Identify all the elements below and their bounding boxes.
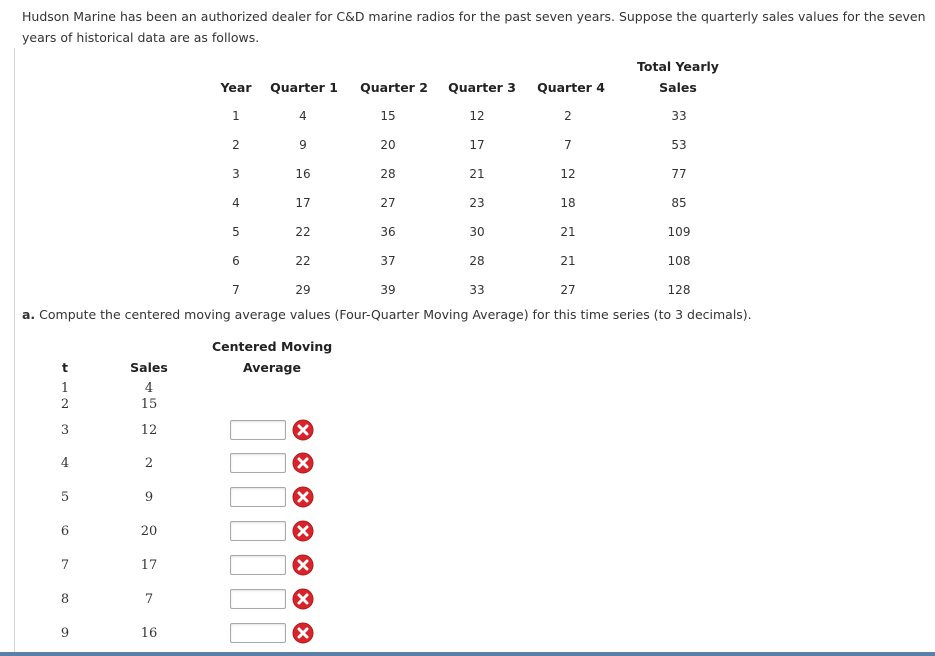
sales-cell-q3: 30 <box>469 225 485 239</box>
incorrect-x-icon <box>292 622 314 644</box>
cma-input-t3[interactable] <box>230 420 286 440</box>
header-total-sales: Sales <box>659 80 697 95</box>
sales-cell-q3: 23 <box>469 196 485 210</box>
sales-cell-q1: 16 <box>295 167 311 181</box>
question-text: Compute the centered moving average values (Four-Quarter Moving Average) for this time series (to 3 decimals). <box>35 307 752 322</box>
cma-input-t5[interactable] <box>230 487 286 507</box>
sales-cell-year: 3 <box>232 167 240 181</box>
sales-cell-q2: 36 <box>380 225 396 239</box>
row-sales-value: 2 <box>144 456 154 471</box>
vertical-divider <box>14 48 15 656</box>
sales-cell-q4: 12 <box>560 167 576 181</box>
sales-cell-q1: 22 <box>295 225 311 239</box>
cma-input-t6[interactable] <box>230 521 286 541</box>
sales-cell-q4: 27 <box>560 283 576 297</box>
sales-cell-total: 33 <box>671 109 687 123</box>
header-quarter-1: Quarter 1 <box>270 80 338 95</box>
sales-cell-q3: 28 <box>469 254 485 268</box>
incorrect-x-icon <box>292 452 314 474</box>
sales-cell-q2: 37 <box>380 254 396 268</box>
row-t-value: 2 <box>60 397 70 412</box>
sales-cell-q3: 12 <box>469 109 485 123</box>
sales-cell-total: 108 <box>667 254 691 268</box>
incorrect-x-icon <box>292 554 314 576</box>
row-sales-value: 7 <box>144 592 154 607</box>
sales-cell-total: 77 <box>671 167 687 181</box>
sales-cell-q4: 2 <box>564 109 572 123</box>
sales-cell-total: 53 <box>671 138 687 152</box>
sales-cell-q1: 17 <box>295 196 311 210</box>
sales-cell-q3: 33 <box>469 283 485 297</box>
sales-cell-year: 1 <box>232 109 240 123</box>
sales-cell-q1: 22 <box>295 254 311 268</box>
row-sales-value: 15 <box>140 397 158 412</box>
incorrect-x-icon <box>292 486 314 508</box>
sales-cell-total: 128 <box>667 283 691 297</box>
incorrect-x-icon <box>292 520 314 542</box>
header-centered-moving: Centered Moving <box>212 339 333 354</box>
header-t: t <box>62 360 68 375</box>
row-sales-value: 17 <box>140 558 158 573</box>
incorrect-x-icon <box>292 419 314 441</box>
row-t-value: 6 <box>60 524 70 539</box>
header-total-yearly: Total Yearly <box>637 59 719 74</box>
row-t-value: 7 <box>60 558 70 573</box>
problem-intro: Hudson Marine has been an authorized dealer for C&D marine radios for the past seven years. Suppose the quarterly sales values for the seven years of historical data are as follows. <box>22 9 926 45</box>
sales-cell-year: 2 <box>232 138 240 152</box>
sales-cell-q1: 4 <box>299 109 307 123</box>
header-sales: Sales <box>130 360 168 375</box>
row-t-value: 9 <box>60 626 70 641</box>
sales-cell-q4: 18 <box>560 196 576 210</box>
header-average: Average <box>243 360 301 375</box>
row-t-value: 8 <box>60 592 70 607</box>
sales-cell-q1: 29 <box>295 283 311 297</box>
sales-cell-q3: 21 <box>469 167 485 181</box>
cma-input-t9[interactable] <box>230 623 286 643</box>
sales-cell-q3: 17 <box>469 138 485 152</box>
bottom-bar <box>0 652 935 656</box>
sales-cell-q2: 27 <box>380 196 396 210</box>
sales-cell-q4: 7 <box>564 138 572 152</box>
cma-input-t7[interactable] <box>230 555 286 575</box>
row-sales-value: 9 <box>144 490 154 505</box>
row-sales-value: 20 <box>140 524 158 539</box>
question-part-a <box>22 307 752 322</box>
sales-cell-year: 7 <box>232 283 240 297</box>
row-t-value: 3 <box>60 423 70 438</box>
row-t-value: 4 <box>60 456 70 471</box>
row-sales-value: 16 <box>140 626 158 641</box>
sales-cell-q2: 39 <box>380 283 396 297</box>
header-quarter-3: Quarter 3 <box>448 80 516 95</box>
row-t-value: 5 <box>60 490 70 505</box>
question-part-label: a. <box>22 307 36 322</box>
cma-input-t4[interactable] <box>230 453 286 473</box>
row-t-value: 1 <box>60 381 70 396</box>
sales-cell-q1: 9 <box>299 138 307 152</box>
sales-cell-q4: 21 <box>560 225 576 239</box>
sales-cell-q4: 21 <box>560 254 576 268</box>
sales-cell-q2: 15 <box>380 109 396 123</box>
sales-cell-year: 4 <box>232 196 240 210</box>
sales-cell-total: 109 <box>667 225 691 239</box>
row-sales-value: 4 <box>144 381 154 396</box>
incorrect-x-icon <box>292 588 314 610</box>
row-sales-value: 12 <box>140 423 158 438</box>
header-quarter-4: Quarter 4 <box>537 80 605 95</box>
header-year: Year <box>220 80 252 95</box>
cma-input-t8[interactable] <box>230 589 286 609</box>
sales-cell-q2: 28 <box>380 167 396 181</box>
sales-cell-year: 6 <box>232 254 240 268</box>
sales-cell-q2: 20 <box>380 138 396 152</box>
sales-cell-year: 5 <box>232 225 240 239</box>
header-quarter-2: Quarter 2 <box>360 80 428 95</box>
sales-cell-total: 85 <box>671 196 687 210</box>
